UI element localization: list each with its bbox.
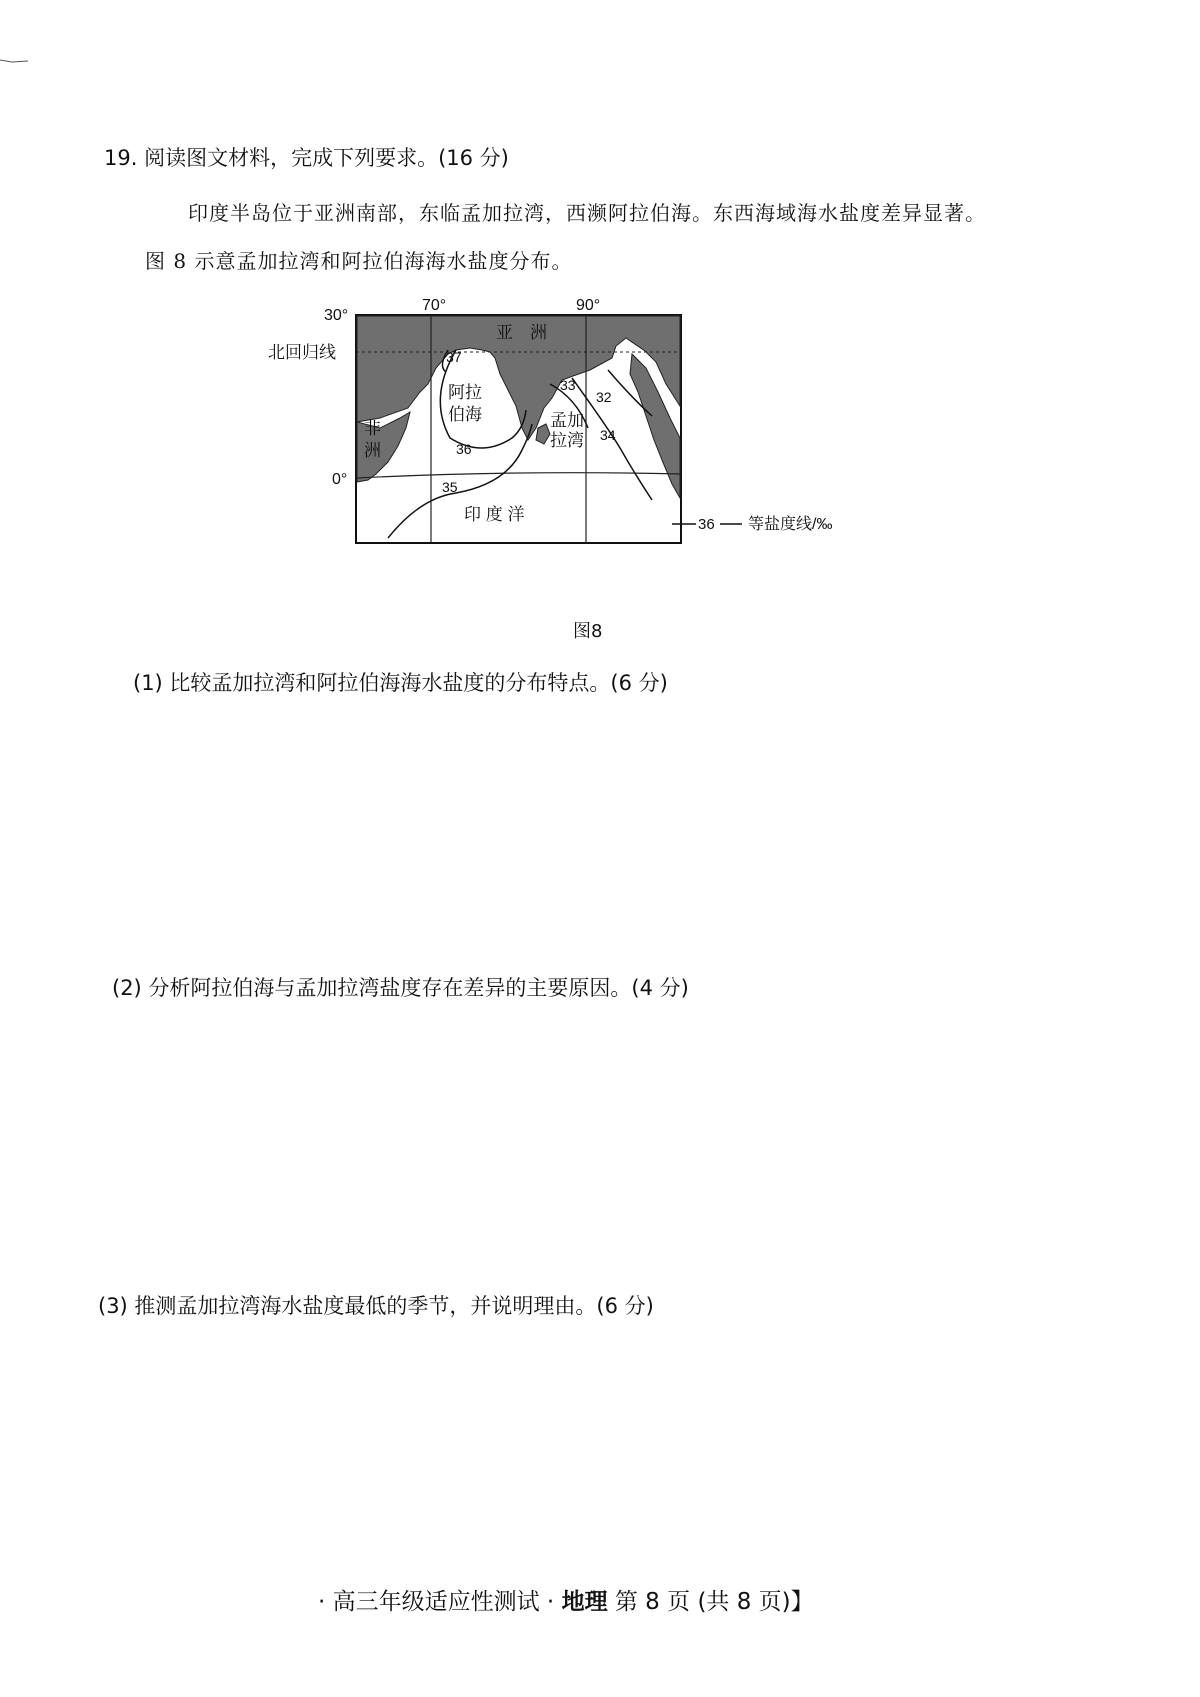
lon-label-70: 70° [422,297,447,314]
intro-paragraph-line-2: 图 8 示意孟加拉湾和阿拉伯海海水盐度分布。 [145,249,573,273]
arabian-sea-label-line-2: 伯海 [448,405,482,424]
footer-subject: 地理 [561,1589,608,1615]
isoline-label-37: 37 [446,349,462,365]
africa-label-char-1: 非 [364,419,381,438]
page-footer [318,1583,814,1616]
bay-of-bengal-label-line-2: 拉湾 [550,431,584,450]
isoline-label-32: 32 [596,389,612,405]
asia-label-char-2: 洲 [530,323,547,342]
scan-artifact-mark [0,58,30,64]
tropic-label: 北回归线 [268,343,336,362]
sub-question-2: (2) 分析阿拉伯海与孟加拉湾盐度存在差异的主要原因。(4 分) [112,976,689,1000]
africa-label-char-2: 洲 [364,441,381,460]
figure-caption: 图8 [573,621,603,642]
salinity-map-figure [260,288,940,608]
question-title: 19. 阅读图文材料，完成下列要求。(16 分) [104,146,509,170]
isoline-label-35: 35 [442,479,458,495]
isoline-label-34: 34 [600,427,616,443]
indian-ocean-label: 印 度 洋 [464,505,525,524]
sub-question-1: (1) 比较孟加拉湾和阿拉伯海海水盐度的分布特点。(6 分) [133,671,668,695]
bay-of-bengal-label-line-1: 孟加 [550,411,584,430]
footer-prefix: · 高三年级适应性测试 · [318,1589,562,1615]
lat-label-0: 0° [332,471,348,488]
arabian-sea-label-line-1: 阿拉 [448,383,482,402]
legend-value: 36 [698,516,715,533]
footer-page-number: 第 8 页 (共 8 页)】 [607,1589,814,1615]
asia-label-char-1: 亚 [496,323,513,342]
sub-question-3: (3) 推测孟加拉湾海水盐度最低的季节，并说明理由。(6 分) [98,1294,654,1318]
intro-paragraph-line-1: 印度半岛位于亚洲南部，东临孟加拉湾，西濒阿拉伯海。东西海域海水盐度差异显著。 [188,201,986,225]
lat-label-30: 30° [324,307,349,324]
lon-label-90: 90° [576,297,601,314]
isoline-label-36: 36 [456,441,472,457]
legend-label: 等盐度线/‰ [748,516,833,533]
isoline-label-33: 33 [560,377,576,393]
